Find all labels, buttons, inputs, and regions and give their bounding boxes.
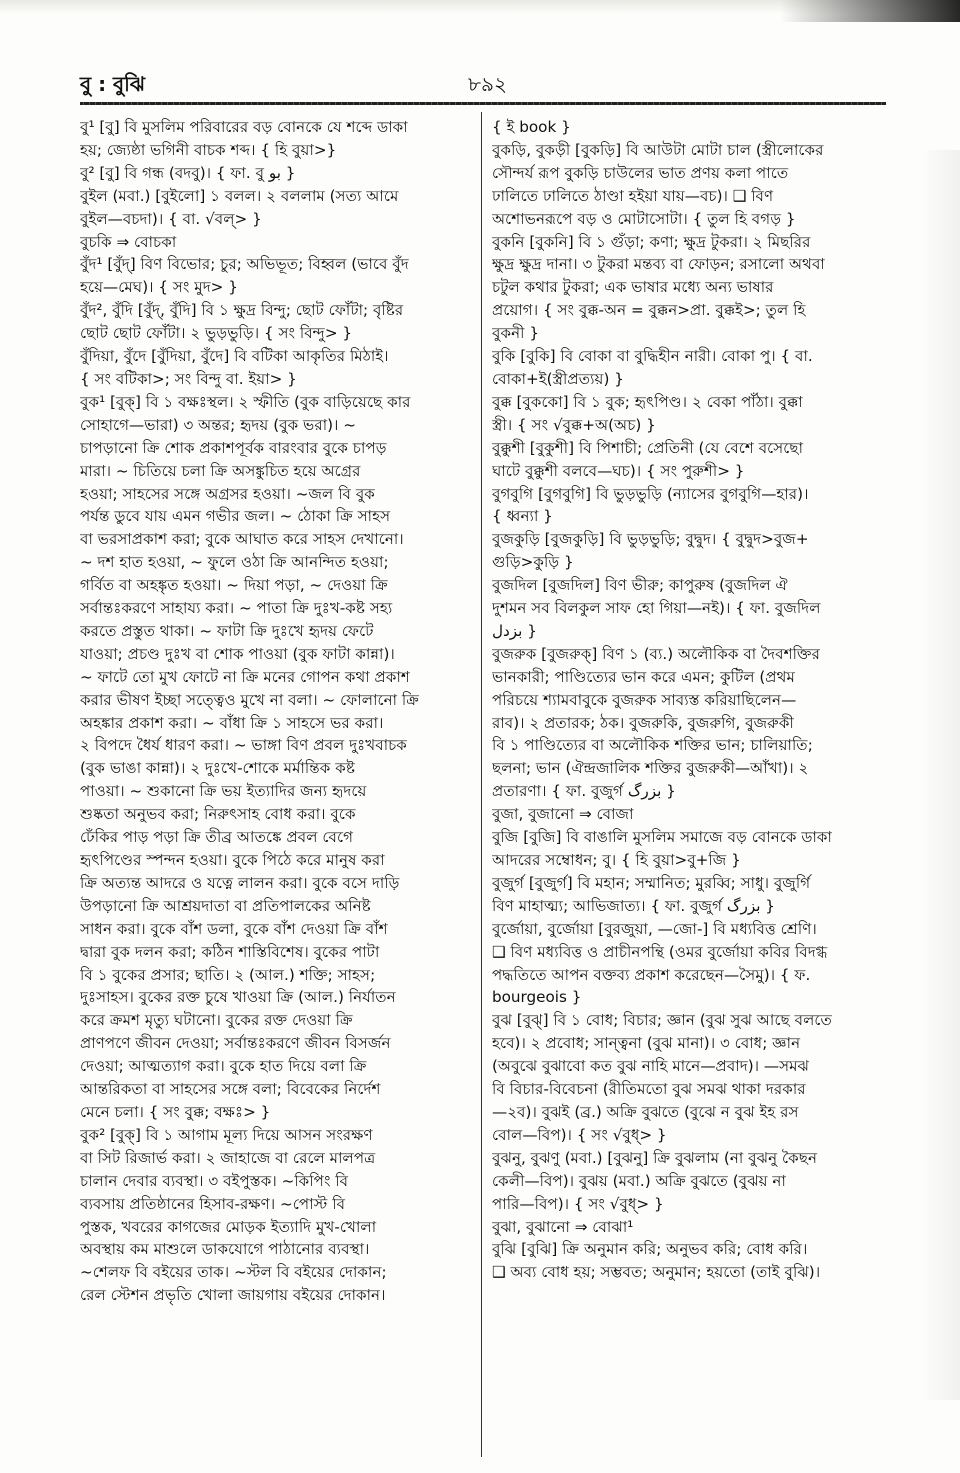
text-line: (বুক ভাঙা কান্না)। ২ দুঃখে-শোকে মর্মান্তিক কষ্ট	[80, 759, 355, 778]
text-line: বুক¹ [বুক্] বি ১ বক্ষঃস্থল। ২ স্ফীতি (বুক বাড়িয়েছে কার	[80, 392, 411, 411]
text-line: প্রয়োগ। { সং বুক্ক-অন = বুক্কন>প্রা. বুক্কই>; তুল হি	[492, 301, 806, 320]
text-line: ক্ষুদ্র ক্ষুদ্র দানা। ৩ টুকরা মন্তব্য বা ফোড়ন; রসালো অথবা	[492, 255, 825, 274]
text-line: ঢেঁকির পাড় পড়া ক্রি তীব্র আতঙ্কে প্রবল বেগে	[80, 828, 354, 847]
header-rule	[80, 102, 886, 105]
text-line: ক্রি অত্যন্ত আদরে ও যত্নে লালন করা। বুকে বসে দাড়ি	[80, 873, 400, 892]
scan-shadow	[780, 0, 960, 22]
text-line: বুঁদিয়া, বুঁদে [বুঁদিয়া, বুঁদে] বি বটিকা আকৃতির মিঠাই।	[80, 347, 389, 366]
text-line: বুকনি [বুকনি] বি ১ গুঁড়া; কণা; ক্ষুদ্র টুকরা। ২ মিছরির	[492, 232, 811, 251]
text-line: যাওয়া; প্রচণ্ড দুঃখ বা শোক পাওয়া (বুক ফাটা কান্না)।	[80, 644, 395, 663]
text-line: বোকা+ই(স্ত্রীপ্রত্যয়) }	[492, 369, 624, 388]
text-line: গর্বিত বা অহঙ্কৃত হওয়া। ~ দিয়া পড়া, ~ দেওয়া ক্রি	[80, 576, 388, 595]
text-line: করে ক্রমশ মৃত্যু ঘটানো। বুকের রক্ত দেওয়া ক্রি	[80, 1011, 353, 1030]
text-line: কেলী—বিপ)। বুঝয় (মবা.) অক্রি বুঝতে (বুঝয় না	[492, 1171, 786, 1190]
text-line: উপড়ানো ক্রি আশ্রয়দাতা বা প্রতিপালকের অনিষ্ট	[80, 896, 371, 915]
text-line: বিণ মাহাত্ম্য; আভিজাত্য। { ফা. বুজুর্গ بزرگ }	[492, 896, 775, 915]
text-line: বুক² [বুক্] বি ১ আগাম মূল্য দিয়ে আসন সংরক্ষণ	[80, 1125, 373, 1144]
text-line: রাব)। ২ প্রতারক; ঠক। বুজরুকি, বুজরুগি, বুজরুকী	[492, 713, 794, 732]
text-line: প্রাণপণে জীবন দেওয়া; সর্বান্তঃকরণে জীবন বিসর্জন	[80, 1034, 391, 1053]
text-line: দুশমন সব বিলকুল সাফ হো গিয়া—নই)। { ফা. বুজদিল	[492, 599, 821, 618]
text-line: بزدل }	[492, 621, 537, 640]
text-line: পুস্তক, খবরের কাগজের মোড়ক ইত্যাদি মুখ-খোলা	[80, 1217, 377, 1236]
text-line: দেওয়া; আত্মত্যাগ করা। বুকে হাত দিয়ে বলা ক্রি	[80, 1057, 367, 1076]
scan-right-edge	[920, 150, 960, 1400]
text-line: { সং বটিকা>; সং বিন্দু বা. ইয়া> }	[80, 369, 297, 388]
text-line: ছোট ছোট ফোঁটা। ২ ভুড়ভুড়ি। { সং বিন্দু> }	[80, 324, 353, 343]
text-line: বু² [বু] বি গন্ধ (বদবু)। { ফা. বু بو }	[80, 163, 296, 182]
text-line: বি বিচার-বিবেচনা (রীতিমতো বুঝ সমঝ থাকা দরকার	[492, 1080, 806, 1099]
text-line: বা ভরসাপ্রকাশ করা; বুকে আঘাত করে সাহস দেখানো।	[80, 530, 404, 549]
text-line: অশোভনরূপে বড় ও মোটাসোটা। { তুল হি বগড় }	[492, 209, 796, 228]
text-line: বি ১ বুকের প্রসার; ছাতি। ২ (আল.) শক্তি; সাহস;	[80, 965, 376, 984]
page-header	[80, 66, 886, 100]
text-line: হয়; জ্যেষ্ঠা ভগিনী বাচক শব্দ। { হি বুয়া>}	[80, 140, 337, 159]
text-line: ঘাটে বুক্কুশী বলবে—ঘচ)। { সং পুরুশী> }	[492, 461, 745, 480]
text-line: বুজকুড়ি [বুজকুড়ি] বি ভুড়ভুড়ি; বুদ্বুদ। { বুদ্বুদ>বুজ+	[492, 530, 809, 549]
right-column	[492, 116, 886, 1456]
text-line: অবস্থায় কম মাশুলে ডাকযোগে পাঠানোর ব্যবস্থা।	[80, 1240, 370, 1259]
text-line: ❑ বিণ মধ্যবিত্ত ও প্রাচীনপন্থি (ওমর বুর্জোয়া কবির বিদগ্ধ	[492, 942, 828, 961]
text-line: বুজরুক [বুজরুক্] বিণ ১ (ব্য.) অলৌকিক বা দৈবশক্তির	[492, 644, 821, 663]
text-line: শুষ্কতা অনুভব করা; নিরুৎসাহ বোধ করা। বুকে	[80, 805, 356, 824]
text-line: সাধন করা। বুকে বাঁশ ডলা, বুকে বাঁশ দেওয়া ক্রি বাঁশ	[80, 919, 388, 938]
text-line: ঢালিতে ঢালিতে ঠাণ্ডা হইয়া যায়—বচ)। ❑ বিণ	[492, 186, 774, 205]
text-line: (অবুঝে বুঝাবো কত বুঝ নাহি মানে—প্রবাদ)। —সমঝ	[492, 1057, 810, 1076]
guide-words: বু : বুঝি	[80, 72, 146, 96]
text-line: বুগবুগি [বুগবুগি] বি ভুড়ভুড়ি (ন্যাসের বুগবুগি—হার)।	[492, 484, 809, 503]
text-line: গুড়ি>কুড়ি }	[492, 553, 574, 572]
text-line: বুইল—বচদা)। { বা. √বল্> }	[80, 209, 262, 228]
text-line: হয়ে—মেঘ)। { সং মুদ> }	[80, 278, 238, 297]
text-line: ~ ফাটে তো মুখ ফোটে না ক্রি মনের গোপন কথা প্রকাশ	[80, 667, 410, 686]
text-line: প্রতারণা। { ফা. বুজুর্গ بزرگ }	[492, 782, 676, 801]
text-line: মারা। ~ চিতিয়ে চলা ক্রি অসঙ্কুচিত হয়ে অগ্রের	[80, 461, 361, 480]
text-line: মেনে চলা। { সং বুক্ক; বক্ষঃ> }	[80, 1102, 271, 1121]
text-line: চালান দেবার ব্যবস্থা। ৩ বইপুস্তক। ~কিপিং বি	[80, 1171, 349, 1190]
text-line: পরিচয়ে শ্যামবাবুকে বুজরুক সাব্যস্ত করিয়াছিলেন—	[492, 690, 797, 709]
text-line: { ধ্বন্যা }	[492, 507, 553, 526]
text-line: বুঝা, বুঝানো ⇒ বোঝা¹	[492, 1217, 634, 1236]
text-line: হওয়া; সাহসের সঙ্গে অগ্রসর হওয়া। ~জল বি বুক	[80, 484, 375, 503]
text-line: বুঝ [বুঝ্] বি ১ বোধ; বিচার; জ্ঞান (বুঝ সুঝ আছে বলতে	[492, 1011, 832, 1030]
text-line: বুজুর্গ [বুজুর্গ] বি মহান; সম্মানিত; মুরব্বি; সাধু। বুজুর্গি	[492, 873, 811, 892]
text-line: করার ভীষণ ইচ্ছা সত্ত্বেও মুখে না বলা। ~ ফোলানো ক্রি	[80, 690, 419, 709]
text-line: বুইল (মবা.) [বুইলো] ১ বলল। ২ বললাম (সত্য আমে	[80, 186, 399, 205]
text-line: ব্যবসায় প্রতিষ্ঠানের হিসাব-রক্ষণ। ~পোস্ট বি	[80, 1194, 346, 1213]
text-line: আন্তরিকতা বা সাহসের সঙ্গে বলা; বিবেকের নির্দেশ	[80, 1080, 381, 1099]
text-line: সর্বান্তঃকরণে সাহায্য করা। ~ পাতা ক্রি দুঃখ-কষ্ট সহ্য	[80, 599, 393, 618]
text-line: bourgeois }	[492, 988, 582, 1007]
text-line: অহঙ্কার প্রকাশ করা। ~ বাঁধা ক্রি ১ সাহসে ভর করা।	[80, 713, 384, 732]
text-line: হৃৎপিণ্ডের স্পন্দন হওয়া। বুকে পিঠে করে মানুষ করা	[80, 851, 385, 869]
left-column	[80, 116, 472, 1456]
text-line: পদ্ধতিতে আপন বক্তব্য প্রকাশ করেছেন—সৈমু)। { ফ.	[492, 965, 811, 984]
text-line: ছলনা; ভান (ঐন্দ্রজালিক শক্তির বুজরুকী—আঁখা)। ২	[492, 759, 809, 778]
text-line: বুঝি [বুঝি] ক্রি অনুমান করি; অনুভব করি; বোধ করি।	[492, 1240, 808, 1259]
text-line: বুজদিল [বুজদিল] বিণ ভীরু; কাপুরুষ (বুজদিল ঐ	[492, 576, 788, 595]
text-line: বুজা, বুজানো ⇒ বোজা	[492, 805, 634, 824]
text-line: আদরের সম্বোধন; বু। { হি বুয়া>বু+জি }	[492, 851, 741, 869]
text-line: ❑ অব্য বোধ হয়; সম্ভবত; অনুমান; হয়তো (তাই বুঝি)।	[492, 1263, 821, 1282]
text-line: বুর্জোয়া, বুর্জোয়া [বুরজুয়া, —জো-] বি মধ্যবিত্ত শ্রেণি।	[492, 919, 817, 938]
text-line: পাওয়া। ~ শুকানো ক্রি ভয় ইত্যাদির জন্য হৃদয়ে	[80, 782, 367, 801]
text-line: সোহাগে—ভারা) ৩ অন্তর; হৃদয় (বুক ভরা)। ~	[80, 415, 357, 434]
text-line: —২ব)। বুঝই (ব্র.) অক্রি বুঝতে (বুঝে ন বুঝ ইহ রস	[492, 1102, 799, 1121]
text-line: বুকড়ি, বুকড়ী [বুকড়ি] বি আউটা মোটা চাল (স্ত্রীলোকের	[492, 140, 824, 159]
text-line: বুজি [বুজি] বি বাঙালি মুসলিম সমাজে বড় বোনকে ডাকা	[492, 828, 832, 847]
column-divider	[481, 112, 482, 1457]
text-line: বুক্ক [বুককো] বি ১ বুক; হৃৎপিণ্ড। ২ বেকা পাঁঠা। বুক্কা	[492, 392, 803, 411]
text-line: করতে প্রস্তুত থাকা। ~ ফাটা ক্রি দুঃখে হৃদয় ফেটে	[80, 621, 374, 640]
text-line: বুঁদ¹ [বুঁদ্] বিণ বিভোর; চুর; অভিভূত; বিহ্বল (ভাবে বুঁদ	[80, 255, 409, 274]
text-line: ~ দশ হাত হওয়া, ~ ফুলে ওঠা ক্রি আনন্দিত হওয়া;	[80, 553, 389, 572]
text-line: সৌন্দর্য রূপ বুকড়ি চাউলের ভাত প্রণয় কলা পাতে	[492, 163, 789, 182]
text-line: বুক্কুশী [বুকুশী] বি পিশাচী; প্রেতিনী (যে বেশে বসেছো	[492, 438, 804, 457]
text-line: দুঃসাহস। বুকের রক্ত চুষে খাওয়া ক্রি (আল.) নির্যাতন	[80, 988, 396, 1007]
text-line: চাপড়ানো ক্রি শোক প্রকাশপূর্বক বারংবার বুকে চাপড়	[80, 438, 387, 457]
text-line: বুঁদ², বুঁদি [বুঁদ্, বুঁদি] বি ১ ক্ষুদ্র বিন্দু; ছোট ফোঁটা; বৃষ্টির	[80, 301, 404, 320]
text-line: বুকনী }	[492, 324, 539, 343]
text-line: চটুল কথার টুকরা; এক ভাষার মধ্যে অন্য ভাষার	[492, 278, 774, 297]
text-line: { ই book }	[492, 118, 571, 136]
text-line: বু¹ [বু] বি মুসলিম পরিবারের বড় বোনকে যে শব্দে ডাকা	[80, 118, 408, 136]
text-line: দ্বারা বুক দলন করা; কঠিন শাস্তিবিশেষ। বুকের পাটা	[80, 942, 380, 961]
text-line: পারি—বিপ)। { সং √বুধ্> }	[492, 1194, 664, 1213]
text-line: ভানকারী; পাণ্ডিত্যের ভান করে এমন; কুটিল (প্রথম	[492, 667, 795, 686]
text-line: বুচকি ⇒ বোচকা	[80, 232, 177, 251]
text-line: বি ১ পাণ্ডিত্যের বা অলৌকিক শক্তির ভান; চালিয়াতি;	[492, 736, 813, 755]
text-line: রেল স্টেশন প্রভৃতি খোলা জায়গায় বইয়ের দোকান।	[80, 1286, 386, 1305]
text-line: বা সিট রিজার্ভ করা। ২ জাহাজে বা রেলে মালপত্র	[80, 1148, 376, 1167]
page-number: ৮৯২	[468, 72, 507, 96]
text-line: ~শেলফ বি বইয়ের তাক। ~স্টল বি বইয়ের দোকান;	[80, 1263, 387, 1282]
text-line: বুঝনু, বুঝণু (মবা.) [বুঝনু] ক্রি বুঝলাম (না বুঝনু কৈছন	[492, 1148, 818, 1167]
text-line: পর্যন্ত ডুবে যায় এমন গভীর জল। ~ ঠোকা ক্রি সাহস	[80, 507, 391, 526]
text-line: হবে)। ২ প্রবোধ; সান্ত্বনা (বুঝ মানা)। ৩ বোধ; জ্ঞান	[492, 1034, 801, 1053]
text-line: বোল—বিপ)। { সং √বুধ্> }	[492, 1125, 667, 1144]
text-line: স্ত্রী। { সং √বুক্ক+অ(অচ) }	[492, 415, 656, 434]
text-line: বুকি [বুকি] বি বোকা বা বুদ্ধিহীন নারী। বোকা পু। { বা.	[492, 347, 813, 366]
text-line: ২ বিপদে ধৈর্য ধারণ করা। ~ ভাঙ্গা বিণ প্রবল দুঃখবাচক	[80, 736, 407, 755]
